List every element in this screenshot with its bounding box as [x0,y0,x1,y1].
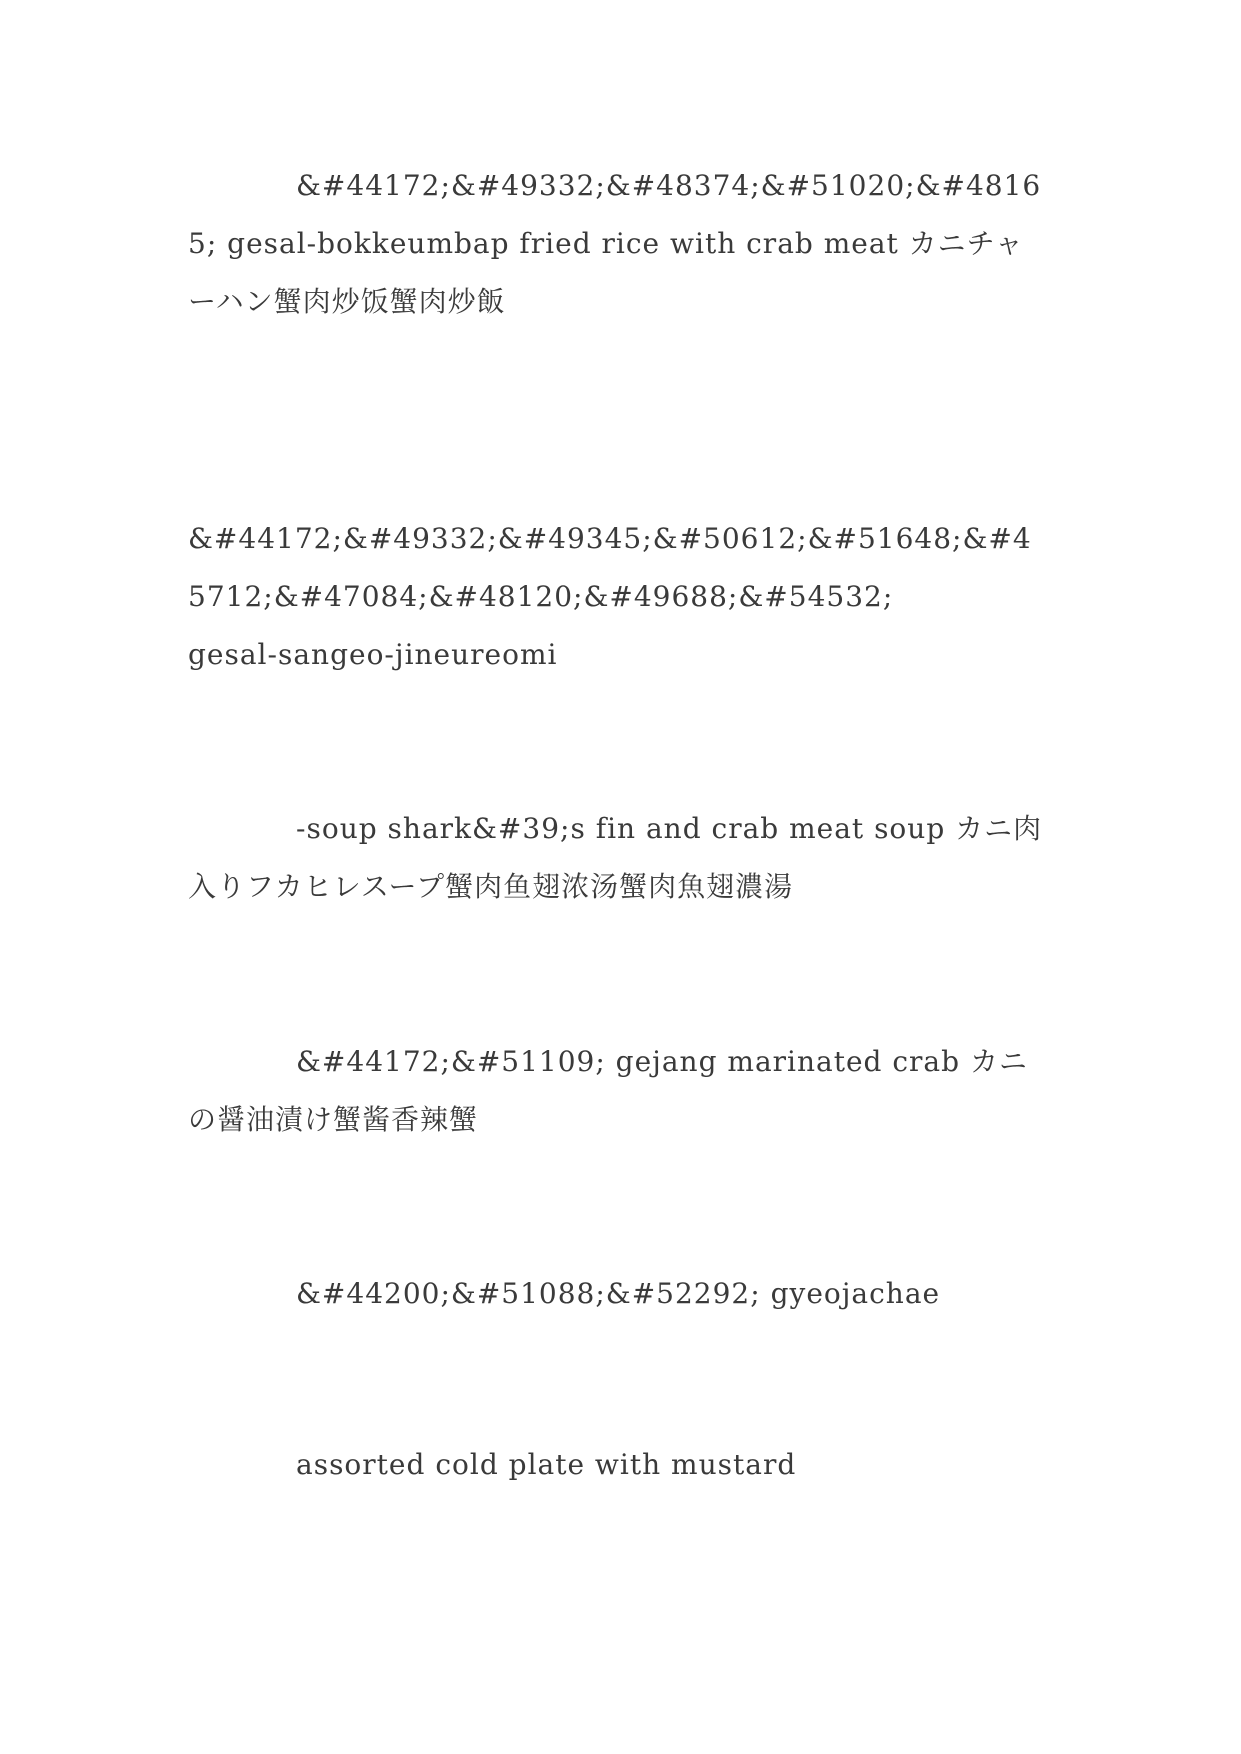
menu-item-shark-fin-soup: -soup shark&#39;s fin and crab meat soup カニ肉入りフカヒレスープ蟹肉鱼翅浓汤蟹肉魚翅濃湯 [188,812,1043,903]
menu-item-crab-fried-rice: &#44172;&#49332;&#48374;&#51020;&#48165; gesal-bokkeumbap fried rice with crab meat カニチャーハン蟹肉炒饭蟹肉炒飯 [188,169,1042,318]
menu-item-cold-plate: assorted cold plate with mustard [296,1448,797,1481]
menu-item-gyeojachae: &#44200;&#51088;&#52292; gyeojachae [296,1277,941,1310]
menu-item-marinated-crab: &#44172;&#51109; gejang marinated crab カニの醤油漬け蟹酱香辣蟹 [188,1045,1028,1136]
menu-item-crab-shark-fin-name: &#44172;&#49332;&#49345;&#50612;&#51648;&#45712;&#47084;&#48120;&#49688;&#54532; gesal-sangeo-jineureomi [188,522,1032,671]
